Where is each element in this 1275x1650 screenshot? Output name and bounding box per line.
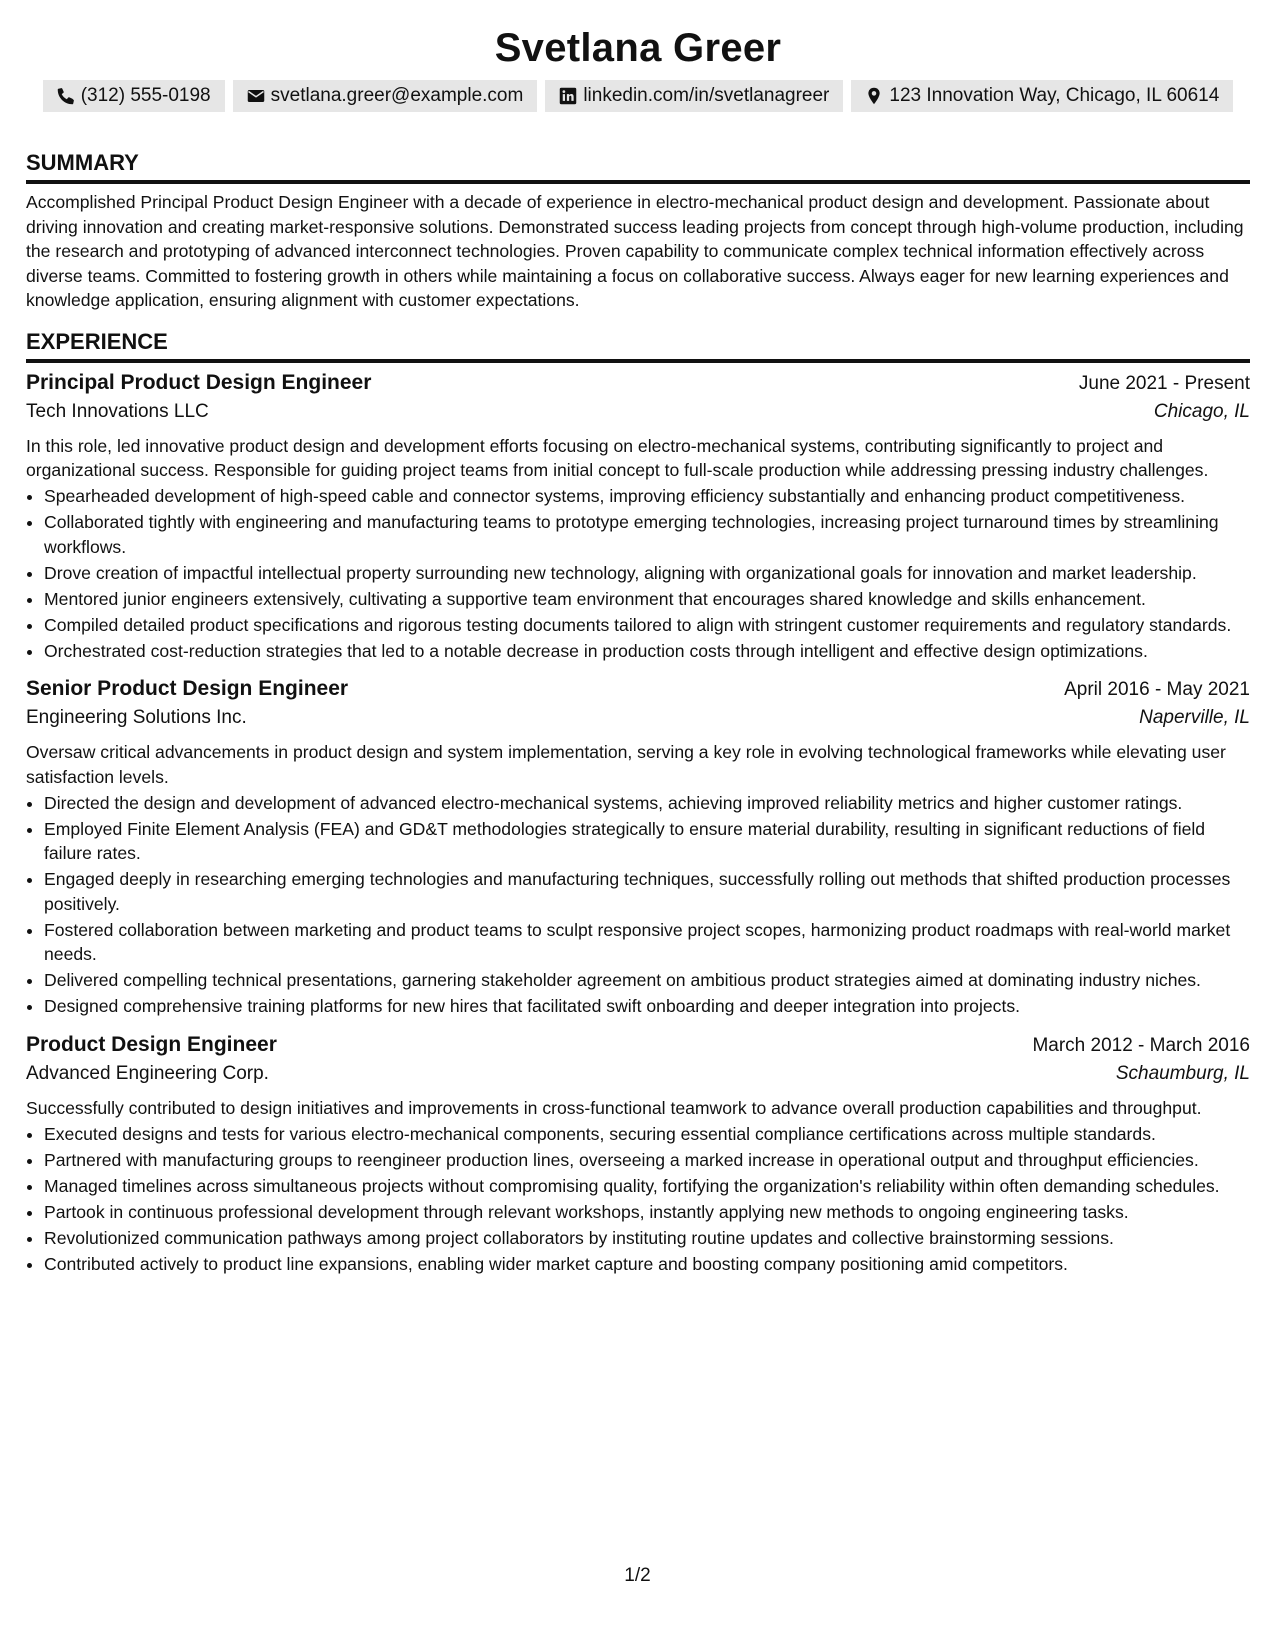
- job-bullets: [26, 484, 1250, 663]
- address-text: 123 Innovation Way, Chicago, IL 60614: [889, 85, 1220, 106]
- phone-icon: [57, 87, 75, 105]
- experience-heading: EXPERIENCE: [26, 327, 1250, 363]
- job-description: In this role, led innovative product design and development efforts focusing on electro-mechanical systems, contributing significantly to project and organizational success. Responsible for guiding project teams from initial concept to full-scale production while addressing pressing industry challenges.: [26, 435, 1209, 480]
- summary-heading: SUMMARY: [26, 148, 1250, 184]
- contact-email[interactable]: [233, 80, 538, 112]
- job-bullet: • Collaborated tightly with engineering and manufacturing teams to prototype emerging technologies, increasing project turnaround times by streamlining workflows.: [44, 510, 1250, 559]
- candidate-name: Svetlana Greer: [494, 26, 782, 70]
- job-dates: June 2021 - Present: [1078, 372, 1250, 394]
- job-company: Engineering Solutions Inc.: [26, 707, 247, 728]
- job-bullet: • Engaged deeply in researching emerging technologies and manufacturing techniques, successfully rolling out methods that shifted production processes positively.: [44, 867, 1250, 916]
- email-text: svetlana.greer@example.com: [270, 85, 524, 106]
- job-bullet: • Contributed actively to product line expansions, enabling wider market capture and boosting company positioning amid competitors.: [44, 1252, 1250, 1277]
- job-bullet: • Spearheaded development of high-speed cable and connector systems, improving efficiency substantially and enhancing product competitiveness.: [44, 484, 1250, 509]
- job-bullets: [26, 791, 1250, 1019]
- phone-text: (312) 555-0198: [80, 85, 211, 106]
- job-bullet: • Mentored junior engineers extensively, cultivating a supportive team environment that encourages shared knowledge and skills enhancement.: [44, 587, 1250, 612]
- job-dates: March 2012 - March 2016: [1032, 1034, 1250, 1056]
- summary-text: Accomplished Principal Product Design Engineer with a decade of experience in electro-mechanical product design and development. Passionate about driving innovation and creating market-responsive solutions. Demonstrated success leading projects from concept through high-volume production, including the research and prototyping of advanced interconnect technologies. Proven capability to communicate complex technical information effectively across diverse teams. Committed to fostering growth in others while maintaining a focus on collaborative success. Always eager for new learning experiences and knowledge application, ensuring alignment with customer expectations.: [26, 192, 1244, 310]
- job-bullet: • Executed designs and tests for various electro-mechanical components, securing essential compliance certifications across multiple standards.: [44, 1122, 1250, 1147]
- job-location: Chicago, IL: [1153, 400, 1250, 422]
- job-bullet: • Directed the design and development of advanced electro-mechanical systems, achieving improved reliability metrics and higher customer ratings.: [44, 791, 1250, 816]
- contact-bar: [26, 80, 1250, 112]
- job-bullet: • Partook in continuous professional development through relevant workshops, instantly applying new methods to ongoing engineering tasks.: [44, 1200, 1250, 1225]
- page-number: 1/2: [624, 1565, 651, 1586]
- job-bullet: • Compiled detailed product specifications and rigorous testing documents tailored to align with stringent customer requirements and regulatory standards.: [44, 613, 1250, 638]
- job-company: Tech Innovations LLC: [26, 400, 209, 422]
- job-title: Principal Product Design Engineer: [26, 370, 372, 394]
- job-bullet: • Drove creation of impactful intellectual property surrounding new technology, aligning with organizational goals for innovation and market leadership.: [44, 561, 1250, 586]
- job-location: Naperville, IL: [1139, 707, 1250, 728]
- job-title: Product Design Engineer: [26, 1032, 277, 1056]
- job-bullet: • Partnered with manufacturing groups to reengineer production lines, overseeing a marked increase in operational output and throughput efficiencies.: [44, 1148, 1250, 1173]
- job-bullet: • Delivered compelling technical presentations, garnering stakeholder agreement on ambitious product strategies aimed at dominating industry niches.: [44, 968, 1250, 993]
- contact-linkedin[interactable]: [545, 80, 843, 112]
- contact-address: [851, 80, 1233, 112]
- job-bullet: • Designed comprehensive training platforms for new hires that facilitated swift onboarding and deeper integration into projects.: [44, 994, 1250, 1019]
- job-description: Oversaw critical advancements in product design and system implementation, serving a key role in evolving technological frameworks while elevating user satisfaction levels.: [26, 742, 1226, 787]
- linkedin-text: linkedin.com/in/svetlanagreer: [583, 85, 830, 106]
- job-bullet: • Revolutionized communication pathways among project collaborators by instituting routine updates and collective brainstorming sessions.: [44, 1226, 1250, 1251]
- job-entry: [26, 1031, 1250, 1277]
- job-entry: [26, 675, 1250, 1019]
- job-location: Schaumburg, IL: [1115, 1062, 1250, 1084]
- contact-phone: [43, 80, 225, 112]
- job-bullet: • Employed Finite Element Analysis (FEA) and GD&T methodologies strategically to ensure material durability, resulting in significant reductions of field failure rates.: [44, 817, 1250, 866]
- linkedin-icon: [559, 87, 577, 105]
- job-description: Successfully contributed to design initiatives and improvements in cross-functional teamwork to advance overall production capabilities and throughput.: [26, 1097, 1202, 1118]
- job-bullets: [26, 1122, 1250, 1277]
- job-company: Advanced Engineering Corp.: [26, 1062, 269, 1084]
- job-bullet: • Managed timelines across simultaneous projects without compromising quality, fortifying the organization's reliability within often demanding schedules.: [44, 1174, 1250, 1199]
- envelope-icon: [247, 87, 265, 105]
- map-pin-icon: [865, 87, 883, 105]
- job-bullet: • Fostered collaboration between marketing and product teams to sculpt responsive project scopes, harmonizing product roadmaps with real-world market needs.: [44, 918, 1250, 967]
- resume-page: [26, 0, 1250, 1276]
- job-dates: April 2016 - May 2021: [1064, 679, 1250, 700]
- job-title: Senior Product Design Engineer: [26, 677, 349, 700]
- job-bullet: • Orchestrated cost-reduction strategies that led to a notable decrease in production costs through intelligent and effective design optimizations.: [44, 639, 1250, 664]
- job-entry: [26, 369, 1250, 664]
